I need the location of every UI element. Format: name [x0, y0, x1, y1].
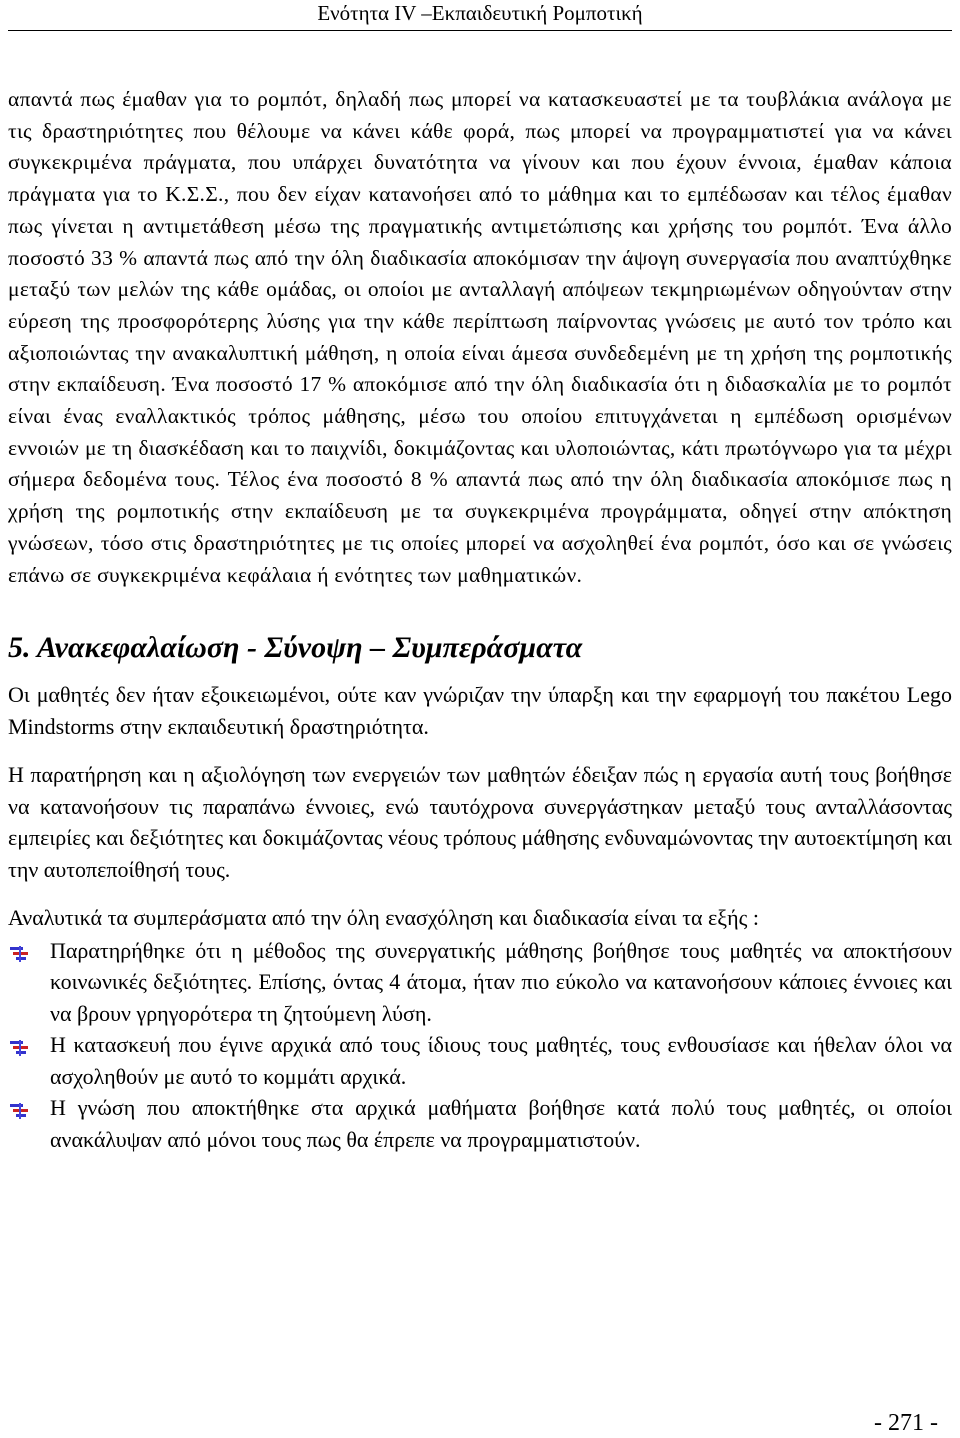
running-header-title: Ενότητα IV –Εκπαιδευτική Ρομποτική [317, 1, 643, 25]
body-paragraph-4: Αναλυτικά τα συμπεράσματα από την όλη ενασχόληση και διαδικασία είναι τα εξής : [8, 905, 759, 931]
list-item-text: Η κατασκευή που έγινε αρχικά από τους ίδιους τους μαθητές, τους ενθουσίασε και ήθελαν όλοι να ασχοληθούν με αυτό το κομμάτι αρχικά. [50, 1032, 952, 1089]
body-paragraph-3: Η παρατήρηση και η αξιολόγηση των ενεργειών των μαθητών έδειξαν πώς η εργασία αυτή τους βοήθησε να κατανοήσουν τις παραπάνω έννοιες, ενώ ταυτόχρονα συνεργάστηκαν μεταξύ τους ανταλλάσοντας εμπειρίες και δεξιότητες και δοκιμάζοντας νέους τρόπους μάθησης ενδυναμώνοντας την αυτοεκτίμηση και την αυτοπεποίθησή τους. [8, 762, 952, 882]
list-item [8, 1092, 952, 1155]
running-header [0, 0, 960, 29]
header-divider [8, 30, 952, 31]
stacked-bars-bullet-icon [10, 941, 30, 959]
stacked-bars-bullet-icon [10, 1098, 30, 1116]
stacked-bars-bullet-icon [10, 1035, 30, 1053]
body-paragraph-2: Οι μαθητές δεν ήταν εξοικειωμένοι, ούτε καν γνώριζαν την ύπαρξη και την εφαρμογή του πακέτου Lego Mindstorms στην εκπαιδευτική δραστηριότητα. [8, 682, 952, 739]
body-paragraph-1: απαντά πως έμαθαν για το ρομπότ, δηλαδή πως μπορεί να κατασκευαστεί με τα τουβλάκια ανάλογα με τις δραστηριότητες που θέλουμε να κάνει κάθε φορά, πως μπορεί να προγραμματιστεί για να κάνει συγκεκριμένα πράγματα, που υπάρχει δυνατότητα να γίνουν και που έχουν έννοια, έμαθαν κάποια πράγματα για το Κ.Σ.Σ., που δεν είχαν κατανοήσει από το μάθημα και το εμπέδωσαν και τέλος έμαθαν πως γίνεται η αντιμετάθεση μέσω της πραγματικής αντιμετώπισης και χρήσης του ρομπότ. Ένα άλλο ποσοστό 33 % απαντά πως από την όλη διαδικασία αποκόμισαν την άψογη συνεργασία που αναπτύχθηκε μεταξύ των μελών της κάθε ομάδας, οι οποίοι με ανταλλαγή απόψεων τεκμηριωμένων οδηγούνταν στην εύρεση της προσφορότερης λύσης για την κάθε περίπτωση παίρνοντας γνώσεις με αυτό τον τρόπο και αξιοποιώντας την ανακαλυπτική μάθηση, η οποία είναι άμεσα συνδεδεμένη με τη χρήση της ρομποτικής στην εκπαίδευση. Ένα ποσοστό 17 % αποκόμισε από την όλη διαδικασία ότι η διδασκαλία με το ρομπότ είναι ένας εναλλακτικός τρόπος μάθησης, μέσω του οποίου επιτυγχάνεται η εμπέδωση ορισμένων εννοιών με τη διασκέδαση και το παιχνίδι, δοκιμάζοντας και υλοποιώντας, κάτι πρωτόγνωρο για τα μέχρι σήμερα δεδομένα τους. Τέλος ένα ποσοστό 8 % απαντά πως από την όλη διαδικασία αποκόμισε πως η χρήση της ρομποτικής στην εκπαίδευση με τα συγκεκριμένα προγράμματα, οδηγεί στην απόκτηση γνώσεων, τόσο στις δραστηριότητες με τις οποίες μπορεί να ασχοληθεί ένα ρομπότ, όσο και σε γνώσεις επάνω σε συγκεκριμένα κεφάλαια ή ενότητες των μαθηματικών. [8, 87, 952, 587]
list-item-text: Παρατηρήθηκε ότι η μέθοδος της συνεργατικής μάθησης βοήθησε τους μαθητές να αποκτήσουν κοινωνικές δεξιότητες. Επίσης, όντας 4 άτομα, ήταν πιο εύκολο να κατανοήσουν κάποιες έννοιες και να βρουν γρηγορότερα τη ζητούμενη λύση. [50, 937, 952, 1026]
section-heading: 5. Ανακεφαλαίωση - Σύνοψη – Συμπεράσματα [8, 631, 583, 665]
page-number: - 271 - [874, 1410, 938, 1436]
list-item [8, 1029, 952, 1092]
page-body [8, 84, 952, 1155]
list-item [8, 935, 952, 1030]
conclusions-list [8, 935, 952, 1156]
list-item-text: Η γνώση που αποκτήθηκε στα αρχικά μαθήματα βοήθησε κατά πολύ τους μαθητές, οι οποίοι ανακάλυψαν από μόνοι τους πως θα έπρεπε να προγραμματιστούν. [50, 1095, 952, 1152]
